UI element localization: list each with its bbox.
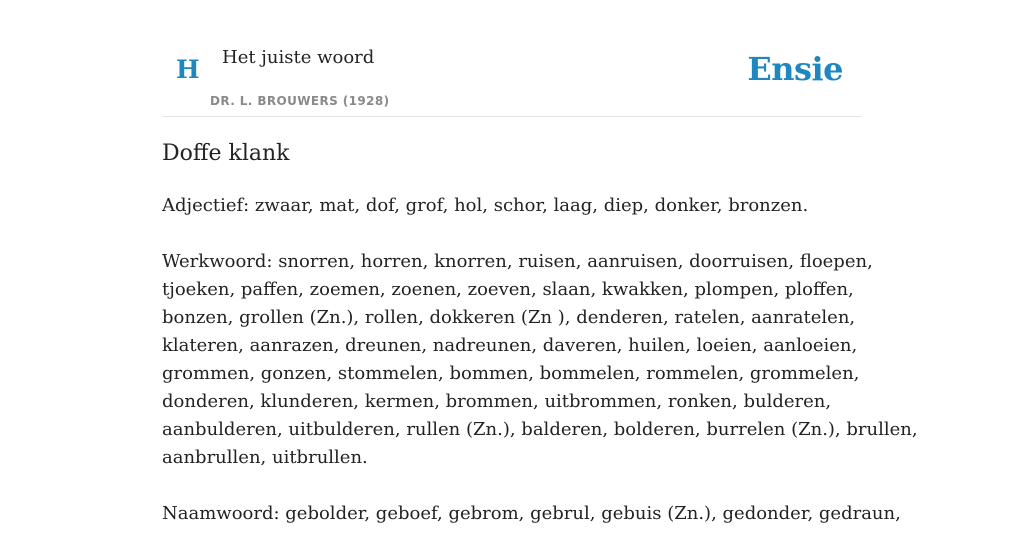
text-line: grommen, gonzen, stommelen, bommen, bommelen, rommelen, grommelen, [162,363,860,384]
book-title[interactable]: Het juiste woord [222,47,375,68]
entry-body [162,192,918,556]
paragraph-naamwoord [162,500,901,528]
paragraph-werkwoord [162,248,918,472]
text-line: bonzen, grollen (Zn.), rollen, dokkeren (Zn ), denderen, ratelen, aanratelen, [162,307,856,328]
entry-title: Doffe klank [162,141,290,166]
ensie-logo-link[interactable]: Ensie [747,50,843,88]
book-logo-h-icon[interactable]: H [176,55,200,84]
book-author: DR. L. BROUWERS (1928) [210,94,390,108]
text-line: tjoeken, paffen, zoemen, zoenen, zoeven, slaan, kwakken, plompen, ploffen, [162,279,854,300]
text-line: donderen, klunderen, kermen, brommen, uitbrommen, ronken, bulderen, [162,391,832,412]
text-line: Adjectief: zwaar, mat, dof, grof, hol, schor, laag, diep, donker, bronzen. [162,195,809,216]
paragraph-adjectief [162,192,862,220]
text-line: aanbulderen, uitbulderen, rullen (Zn.), balderen, bolderen, burrelen (Zn.), brullen, [162,419,918,440]
page [162,0,918,524]
text-line: Naamwoord: gebolder, geboef, gebrom, gebrul, gebuis (Zn.), gedonder, gedraun, [162,503,901,524]
header [162,0,862,117]
text-line: aanbrullen, uitbrullen. [162,447,368,468]
text-line: Werkwoord: snorren, horren, knorren, ruisen, aanruisen, doorruisen, floepen, [162,251,873,272]
text-line: klateren, aanrazen, dreunen, nadreunen, daveren, huilen, loeien, aanloeien, [162,335,858,356]
